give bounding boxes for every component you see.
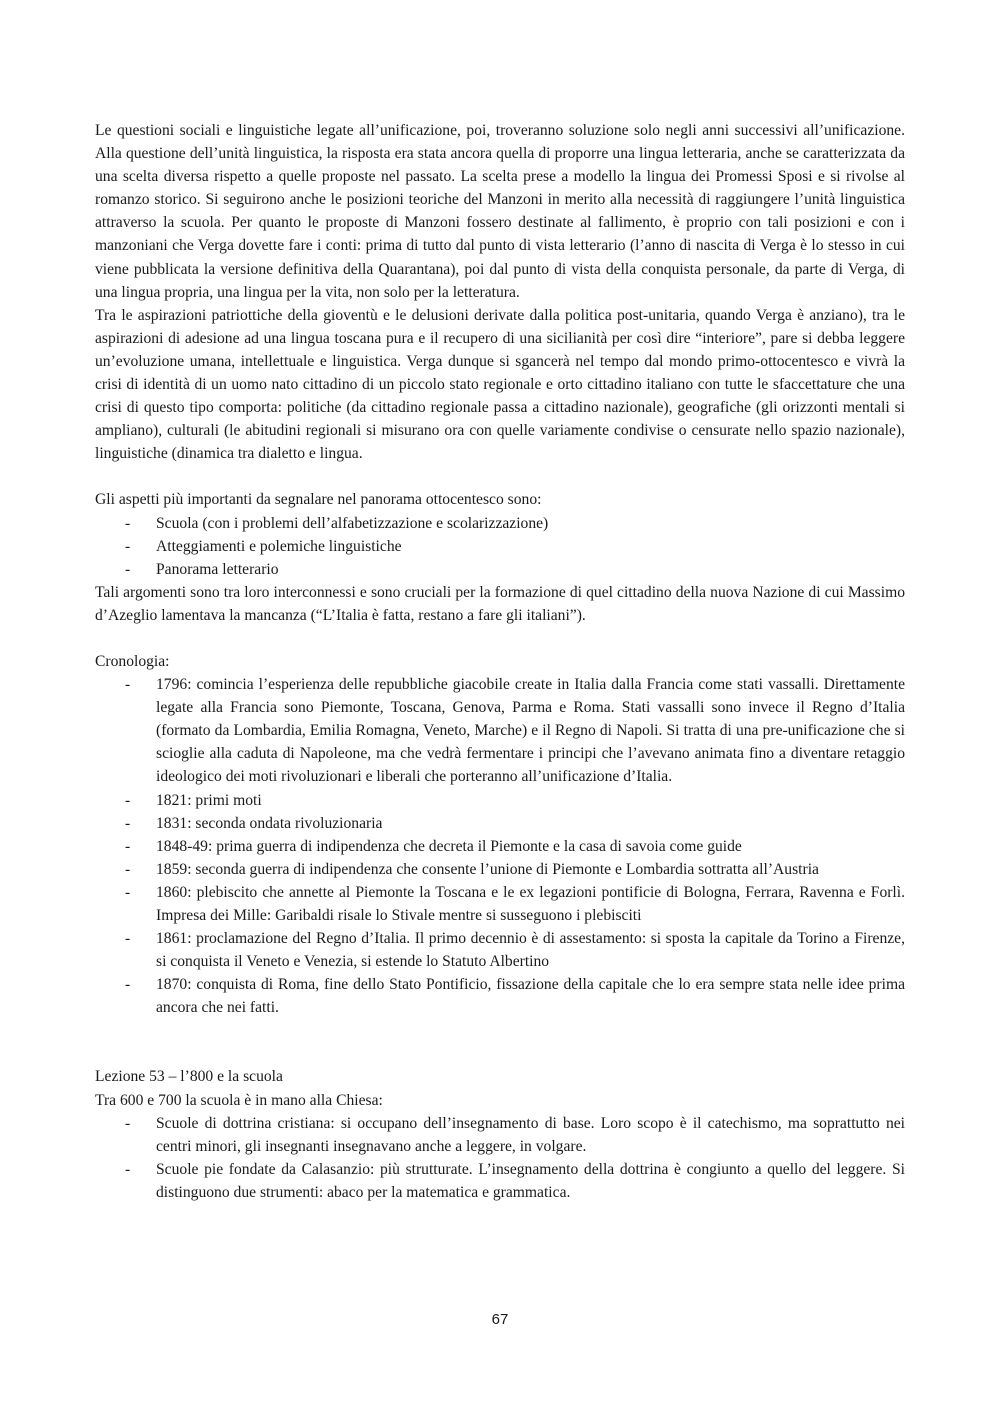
spacer: [95, 627, 905, 650]
aspects-closing: Tali argomenti sono tra loro interconnessi e sono cruciali per la formazione di quel cittadino della nuova Nazione di cui Massimo d’Azeglio lamentava la mancanza (“L’Italia è fatta, restano a fare gli italiani”).: [95, 583, 905, 624]
spacer: [95, 465, 905, 488]
spacer: [95, 1019, 905, 1065]
aspects-lead: Gli aspetti più importanti da segnalare nel panorama ottocentesco sono:: [95, 491, 542, 509]
page-number: 67: [491, 1311, 509, 1328]
lesson-lead: Tra 600 e 700 la scuola è in mano alla Chiesa:: [95, 1091, 383, 1109]
lesson-list: [95, 1112, 905, 1204]
list-item: - 1848-49: prima guerra di indipendenza che decreta il Piemonte e la casa di savoia come guide: [95, 835, 905, 858]
list-item: - 1859: seconda guerra di indipendenza che consente l’unione di Piemonte e Lombardia sottratta all’Austria: [95, 858, 905, 881]
chronology-heading: Cronologia:: [95, 652, 170, 670]
list-item: - Scuole di dottrina cristiana: si occupano dell’insegnamento di base. Loro scopo è il catechismo, ma soprattutto nei centri minori, gli insegnanti insegnavano anche a leggere, in volgare.: [95, 1112, 905, 1158]
chronology-list: [95, 673, 905, 1019]
lesson-title: Lezione 53 – l’800 e la scuola: [95, 1068, 283, 1086]
document-page: [95, 119, 905, 1204]
list-item: - 1870: conquista di Roma, fine dello Stato Pontificio, fissazione della capitale che lo era sempre stata nelle idee prima ancora che nei fatti.: [95, 973, 905, 1019]
list-item: - 1821: primi moti: [95, 789, 905, 812]
intro-paragraph-1: Le questioni sociali e linguistiche legate all’unificazione, poi, troveranno soluzione solo negli anni successivi all’unificazione. Alla questione dell’unità linguistica, la risposta era stata ancora quella di proporre una lingua letteraria, anche se caratterizzata da una scelta diversa rispetto a quelle proposte nel passato. La scelta prese a modello la lingua dei Promessi Sposi e si rivolse al romanzo storico. Si seguirono anche le posizioni teoriche del Manzoni in merito alla necessità di raggiungere l’unità linguistica attraverso la scuola. Per quanto le proposte di Manzoni fossero destinate al fallimento, è proprio con tali posizioni e con i manzoniani che Verga dovette fare i conti: prima di tutto dal punto di vista letterario (l’anno di nascita di Verga è lo stesso in cui viene pubblicata la versione definitiva della Quarantana), poi dal punto di vista della conquista personale, da parte di Verga, di una lingua propria, una lingua per la vita, non solo per la letteratura.: [95, 122, 905, 301]
list-item: - 1831: seconda ondata rivoluzionaria: [95, 812, 905, 835]
list-item: - 1860: plebiscito che annette al Piemonte la Toscana e le ex legazioni pontificie di Bologna, Ferrara, Ravenna e Forlì. Impresa dei Mille: Garibaldi risale lo Stivale mentre si susseguono i plebisciti: [95, 881, 905, 927]
list-item: - Scuole pie fondate da Calasanzio: più strutturate. L’insegnamento della dottrina è congiunto a quello del leggere. Si distinguono due strumenti: abaco per la matematica e grammatica.: [95, 1158, 905, 1204]
list-item: - Atteggiamenti e polemiche linguistiche: [95, 535, 905, 558]
list-item: - Panorama letterario: [95, 558, 905, 581]
aspects-list: [95, 512, 905, 581]
list-item: - 1796: comincia l’esperienza delle repubbliche giacobile create in Italia dalla Francia come stati vassalli. Direttamente legate alla Francia sono Piemonte, Toscana, Genova, Parma e Roma. Stati vassalli sono invece il Regno d’Italia (formato da Lombardia, Emilia Romagna, Veneto, Marche) e il Regno di Napoli. Si tratta di una pre-unificazione che si scioglie alla caduta di Napoleone, ma che vedrà fermentare i principi che l’avevano animata fino a diventare retaggio ideologico dei moti rivoluzionari e liberali che porteranno all’unificazione d’Italia.: [95, 673, 905, 788]
intro-paragraph-2: Tra le aspirazioni patriottiche della gioventù e le delusioni derivate dalla politica post-unitaria, quando Verga è anziano), tra le aspirazioni di adesione ad una lingua toscana pura e il recupero di una sicilianità per così dire “interiore”, pare si debba leggere un’evoluzione umana, intellettuale e linguistica. Verga dunque si sgancerà nel tempo dal mondo primo-ottocentesco e vivrà la crisi di identità di un uomo nato cittadino di un piccolo stato regionale e orto cittadino italiano con tutte le sfaccettature che una crisi di questo tipo comporta: politiche (da cittadino regionale passa a cittadino nazionale), geografiche (gli orizzonti mentali si ampliano), culturali (le abitudini regionali si misurano ora con quelle variamente condivise o censurate nello spazio nazionale), linguistiche (dinamica tra dialetto e lingua.: [95, 306, 905, 463]
list-item: - Scuola (con i problemi dell’alfabetizzazione e scolarizzazione): [95, 512, 905, 535]
list-item: - 1861: proclamazione del Regno d’Italia. Il primo decennio è di assestamento: si sposta la capitale da Torino a Firenze, si conquista il Veneto e Venezia, si estende lo Statuto Albertino: [95, 927, 905, 973]
